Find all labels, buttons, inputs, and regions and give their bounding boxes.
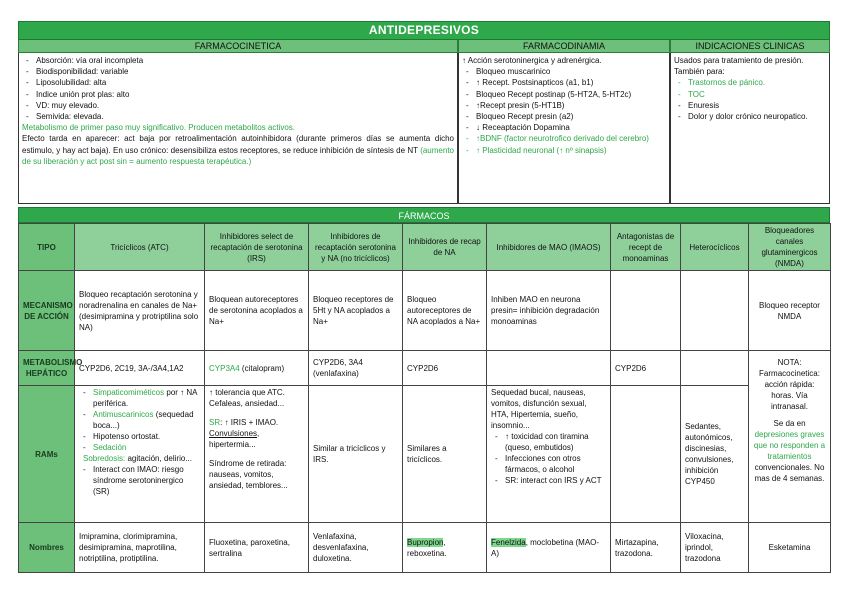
nmda-notes: [749, 351, 831, 523]
rams-imao-item: - SR: interact con IRS y ACT: [491, 475, 606, 486]
col-atc: Tricíclicos (ATC): [75, 224, 205, 271]
section-headers: [18, 40, 830, 53]
nom-imao: [487, 523, 611, 573]
rams-irs-2-green: SR: [209, 418, 221, 427]
nom-nmda: Esketamina: [749, 523, 831, 573]
nom-irs: Fluoxetina, paroxetina, sertralina: [205, 523, 309, 573]
pd-item: - ↓ Receaptación Dopamina: [462, 122, 666, 133]
rams-atc-item: [79, 442, 200, 453]
nom-atc: Imipramina, clorimipramina, desimipramina, maprotilina, notriptilina, protiptilina.: [75, 523, 205, 573]
rams-atc-green: Sedación: [93, 443, 127, 452]
ind-green-item: - TOC: [674, 89, 826, 100]
pk-paragraph-green: (aumento de su liberación y act post sin = aumento respuesta terapéutica.): [22, 145, 454, 166]
pd-green-item: - ↑BDNF (factor neurotrofico derivado del cerebro): [462, 133, 666, 144]
rams-irs-3: [209, 428, 304, 450]
ind-green-item: - Trastornos de pánico.: [674, 77, 826, 88]
rams-imao-intro: Sequedad bucal, nauseas, vomitos, disfunción sexual, HTA, Hipertemia, sueño, insomnio...: [491, 388, 587, 430]
met-irna: CYP2D6: [403, 351, 487, 386]
row-label-metabolismo: METABOLISMO HEPÁTICO: [19, 351, 75, 386]
col-imao: Inhibidores de MAO (IMAOS): [487, 224, 611, 271]
nmda-use: [753, 418, 826, 484]
met-irs-rest: (citalopram): [241, 363, 285, 373]
met-imao: [487, 351, 611, 386]
pk-item: - VD: muy elevado.: [22, 100, 454, 111]
pk-item: - Liposolubilidad: alta: [22, 77, 454, 88]
rams-atc-item: [79, 464, 200, 497]
rams-imao-item: - ↑ toxicidad con tiramina (queso, embutidos): [491, 431, 606, 453]
pd-item: - ↑Recept presin (5-HT1B): [462, 100, 666, 111]
mec-atc: Bloqueo recaptación serotonina y noradrenalina en canales de Na+ (desimipramina y protriptilina solo NA): [75, 271, 205, 351]
rams-atc-green: Antimuscarinicos: [93, 410, 154, 419]
rams-atc-text: Hipotenso ortostat.: [93, 432, 161, 441]
nombres-row: [19, 523, 831, 573]
pd-item: - Bloqueo muscarinico: [462, 66, 666, 77]
met-irs: [205, 351, 309, 386]
rams-irs: [205, 386, 309, 523]
pk-item: - Indice unión prot plas: alto: [22, 89, 454, 100]
col-irsn: Inhibidores de recaptación serotonina y NA (no tricíclicos): [309, 224, 403, 271]
nom-hetero: Viloxacina, iprindol, trazodona: [681, 523, 749, 573]
mec-imao: Inhiben MAO en neurona presin= inhibición degradación monoaminas: [487, 271, 611, 351]
rams-atc-text: por ↑ NA periférica.: [93, 388, 198, 408]
pd-item: - Bloqueo Recept presin (a2): [462, 111, 666, 122]
rams-atc-text: agitación, delirio...: [127, 454, 192, 463]
nmda-use-pre: Se da en: [773, 419, 806, 428]
indicaciones-header: INDICACIONES CLINICAS: [670, 40, 830, 53]
nom-irsn: Venlafaxina, desvenlafaxina, duloxetina.: [309, 523, 403, 573]
mec-antag: [611, 271, 681, 351]
tipo-row: [19, 224, 831, 271]
rams-irna: Similares a tricíclicos.: [403, 386, 487, 523]
rams-irsn: Similar a tricíclicos y IRS.: [309, 386, 403, 523]
rams-atc-text: Interact con IMAO: riesgo síndrome serotoninergico (SR): [93, 465, 184, 496]
nom-imao-highlight: Fenelzida: [491, 537, 526, 547]
rams-atc-item: [79, 431, 200, 442]
ind-item: - Enuresis: [674, 100, 826, 111]
nmda-note: NOTA: Farmacocinetica: acción rápida: horas. Vía intranasal.: [759, 358, 820, 411]
mecanismo-row: [19, 271, 831, 351]
section-bodies: [18, 53, 830, 204]
mec-irsn: Bloqueo receptores de 5Ht y NA acoplados a Na+: [309, 271, 403, 351]
mec-hetero: [681, 271, 749, 351]
pk-paragraph: [22, 133, 454, 167]
rams-irs-4: Síndrome de retirada: nauseas, vomitos, ansiedad, temblores...: [209, 459, 288, 490]
nom-antag: Mirtazapina, trazodona.: [611, 523, 681, 573]
pd-intro: ↑ Acción serotoninergica y adrenérgica.: [462, 56, 602, 65]
rams-atc-green: Sobredosis:: [83, 454, 126, 463]
col-nmda: Bloqueadores canales glutaminergicos (NMDA): [749, 224, 831, 271]
nom-imao-rest: , moclobetina (MAO-A): [491, 537, 600, 558]
rams-atc: [75, 386, 205, 523]
nom-irna-highlight: Bupropion: [407, 537, 444, 547]
farmacos-title: FÁRMACOS: [18, 207, 830, 223]
rams-atc-item: [79, 409, 200, 431]
farmacocinetica-header: FARMACOCINETICA: [18, 40, 458, 53]
rams-irs-2-text: : ↑ IRIS + IMAO.: [220, 418, 279, 427]
nmda-use-post: convencionales. No mas de 4 semanas.: [754, 463, 825, 483]
pd-green-item: - ↑ Plasticidad neuronal (↑ nº sinapsis): [462, 145, 666, 156]
metabolismo-row: [19, 351, 831, 386]
nom-irna: [403, 523, 487, 573]
col-irna: Inhibidores de recap de NA: [403, 224, 487, 271]
pk-item: - Biodisponibilidad: variable: [22, 66, 454, 77]
page: [18, 21, 830, 573]
farmacos-table: [18, 223, 831, 573]
rams-hetero: Sedantes, autonómicos, discinesias, convulsiones, inhibición CYP450: [681, 386, 749, 523]
row-label-mecanismo: MECANISMO DE ACCIÓN: [19, 271, 75, 351]
col-hetero: Heterocíclicos: [681, 224, 749, 271]
rams-atc-green: Simpaticomiméticos: [93, 388, 165, 397]
pd-item: - Bloqueo Recept postinap (5-HT2A, 5-HT2c): [462, 89, 666, 100]
pk-item: - Semivida: elevada.: [22, 111, 454, 122]
mec-irna: Bloqueo autoreceptores de NA acoplados a Na+: [403, 271, 487, 351]
pk-green-note: Metabolismo de primer paso muy significativo. Producen metabolitos activos.: [22, 123, 296, 133]
rams-atc-item: [79, 387, 200, 409]
ind-intro: Usados para tratamiento de presión. También para:: [674, 56, 804, 77]
col-antag: Antagonistas de recept de monoaminas: [611, 224, 681, 271]
nom-irna-rest: , reboxetina.: [407, 537, 447, 558]
rams-row: [19, 386, 831, 523]
rams-irs-3-text: , hipertermia...: [209, 429, 260, 449]
met-irs-green: CYP3A4: [209, 363, 240, 373]
mec-irs: Bloquean autoreceptores de serotonina acoplados a Na+: [205, 271, 309, 351]
page-title: ANTIDEPRESIVOS: [18, 21, 830, 40]
met-antag: CYP2D6: [611, 351, 681, 386]
row-label-tipo: TIPO: [19, 224, 75, 271]
row-label-nombres: Nombres: [19, 523, 75, 573]
farmacodinamia-header: FARMACODINAMIA: [458, 40, 670, 53]
met-atc: CYP2D6, 2C19, 3A-/3A4,1A2: [75, 351, 205, 386]
met-irsn: CYP2D6, 3A4 (venlafaxina): [309, 351, 403, 386]
row-label-rams: RAMs: [19, 386, 75, 523]
rams-imao: [487, 386, 611, 523]
mec-nmda: Bloqueo receptor NMDA: [749, 271, 831, 351]
rams-irs-1: ↑ tolerancia que ATC. Cefaleas, ansiedad...: [209, 388, 285, 408]
rams-atc-item: [79, 453, 200, 464]
rams-irs-3-underlined: Convulsiones: [209, 429, 258, 438]
nmda-use-green: depresiones graves que no responden a tratamientos: [753, 430, 826, 461]
rams-antag: [611, 386, 681, 523]
met-hetero: [681, 351, 749, 386]
farmacodinamia-panel: [458, 53, 670, 204]
pk-item: - Absorción: vía oral incompleta: [22, 55, 454, 66]
farmacocinetica-panel: [18, 53, 458, 204]
rams-imao-item: - Infecciones con otros fármacos, o alcohol: [491, 453, 606, 475]
rams-irs-2: [209, 417, 304, 428]
col-irs: Inhibidores select de recaptación de serotonina (IRS): [205, 224, 309, 271]
indicaciones-panel: [670, 53, 830, 204]
ind-item: - Dolor y dolor crónico neuropatico.: [674, 111, 826, 122]
pk-paragraph-text: Efecto tarda en aparecer: act baja por retroalimentación autoinhibidora (durante primeros días se aumenta dicho estimulo, y hay act baja). En uso crónico: desensibiliza estos receptores, se reduce inhibición de síntesis de NT: [22, 134, 454, 155]
rams-atc-text: (sequedad boca...): [93, 410, 194, 430]
pd-item: - ↑ Recept. Postsinapticos (a1, b1): [462, 77, 666, 88]
